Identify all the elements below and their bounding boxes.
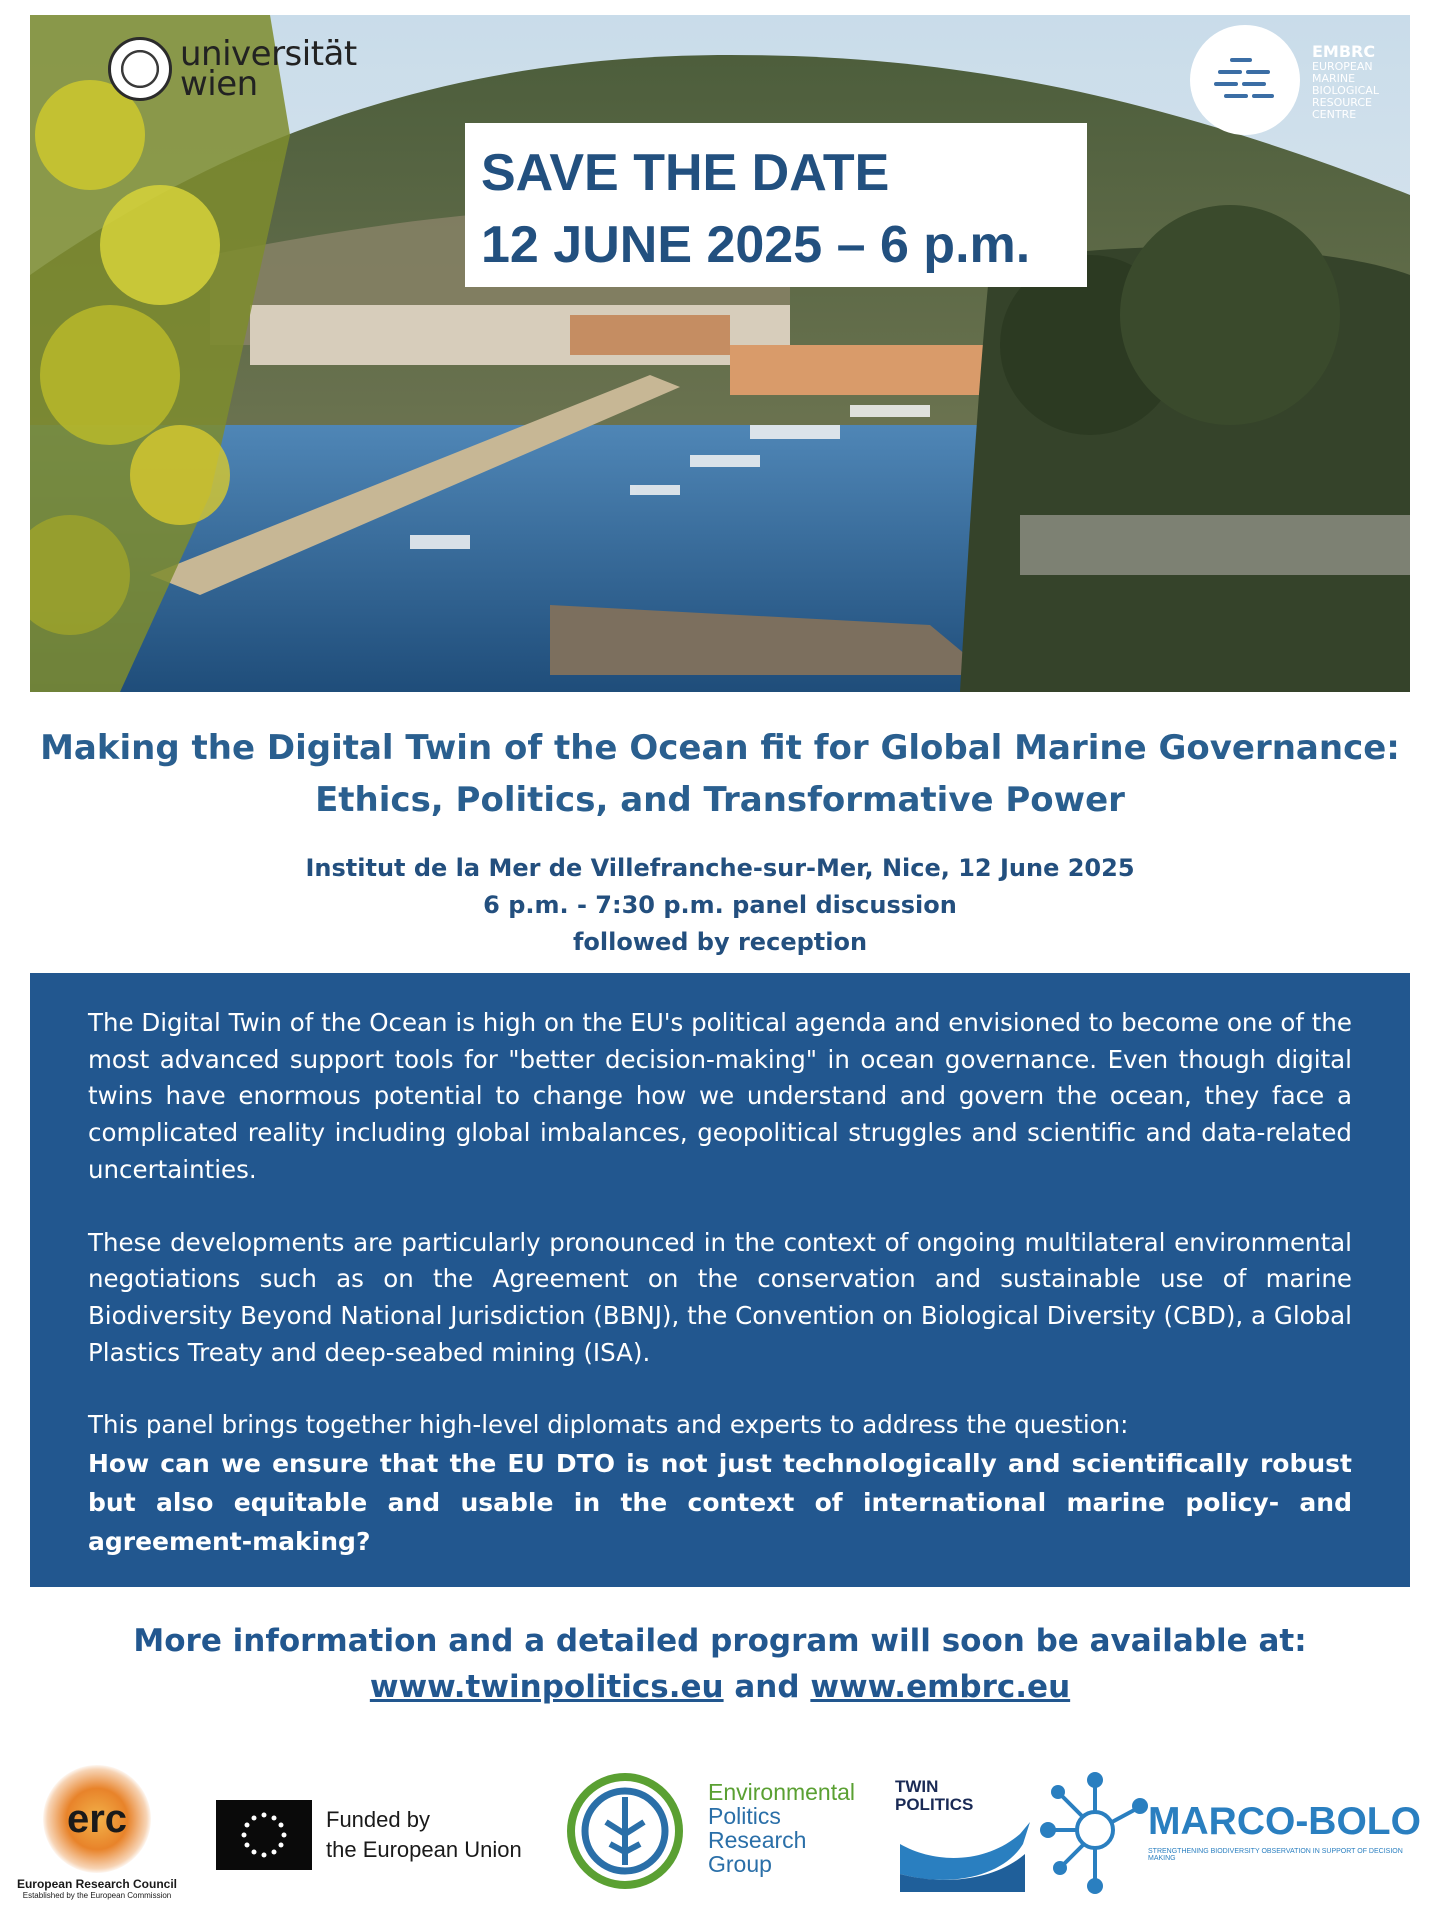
erc-logo <box>12 1765 182 1900</box>
eu-flag-icon <box>216 1800 312 1870</box>
marco-bolo-molecule-icon <box>1040 1770 1150 1900</box>
whale-tail-icon <box>895 1814 1035 1894</box>
more-info <box>0 1618 1440 1710</box>
embrc-fish-icon <box>1190 25 1300 135</box>
embrc-line: EUROPEAN <box>1312 60 1373 73</box>
embrc-line: RESOURCE <box>1312 96 1373 109</box>
university-seal-icon <box>108 37 172 101</box>
description-paragraph-1: The Digital Twin of the Ocean is high on the EU's political agenda and envisioned to become one of the most advanced support tools for "better decision-making" in ocean governance. Even though digital twins have enormous potential to change how we understand and govern the ocean, they face a complicated reality including global imbalances, geopolitical struggles and scientific and data-related uncertainties. <box>88 1008 1352 1184</box>
epr-group-emblem-icon <box>566 1772 684 1890</box>
embrc-line: CENTRE <box>1312 108 1357 121</box>
embrc-link[interactable]: www.embrc.eu <box>810 1669 1071 1705</box>
erc-name: European Research Council <box>16 1877 178 1891</box>
event-title-line1: Making the Digital Twin of the Ocean fit for Global Marine Governance: <box>40 728 1400 768</box>
twin-line2: POLITICS <box>895 1795 974 1814</box>
event-title-line2: Ethics, Politics, and Transformative Power <box>315 780 1125 820</box>
twinpolitics-link[interactable]: www.twinpolitics.eu <box>369 1669 724 1705</box>
epr-line1: Environmental <box>708 1779 856 1805</box>
erc-subtitle: Established by the European Commission <box>22 1891 172 1900</box>
erc-dots-icon <box>43 1765 151 1873</box>
embrc-acronym: EMBRC <box>1312 42 1376 61</box>
save-the-date-heading: SAVE THE DATE <box>481 144 890 202</box>
event-title <box>0 722 1440 826</box>
venue-line: Institut de la Mer de Villefranche-sur-Mer, Nice, 12 June 2025 <box>305 854 1135 882</box>
save-the-date-box <box>465 123 1087 287</box>
epr-line4: Group <box>708 1851 772 1877</box>
event-date-time: 12 JUNE 2025 – 6 p.m. <box>481 216 1031 274</box>
twin-line1: TWIN <box>895 1777 939 1796</box>
footer-logos <box>0 1750 1440 1920</box>
embrc-logo <box>1190 25 1379 135</box>
epr-group-logo-text <box>708 1780 855 1876</box>
universitat-wien-logo <box>108 34 357 104</box>
event-details <box>0 850 1440 961</box>
more-info-links <box>0 1664 1440 1710</box>
eu-funding-logo <box>216 1800 522 1870</box>
epr-line3: Research <box>708 1827 807 1853</box>
uni-logo-line1: universität <box>180 34 357 74</box>
marco-bolo-name: MARCO-BOLO <box>1148 1800 1421 1843</box>
hero-photo <box>30 15 1410 692</box>
eu-funded-line1: Funded by <box>326 1807 430 1832</box>
links-connector: and <box>734 1669 800 1705</box>
twin-politics-logo <box>895 1778 1035 1898</box>
embrc-line: MARINE <box>1312 72 1356 85</box>
description-paragraph-3: This panel brings together high-level diplomats and experts to address the question: <box>88 1410 1129 1440</box>
description-paragraph-2: These developments are particularly pronounced in the context of ongoing multilateral environmental negotiations such as on the Agreement on the conservation and sustainable use of marine Biodiversity Beyond National Jurisdiction (BBNJ), the Convention on Biological Diversity (CBD), a Global Plastics Treaty and deep-seabed mining (ISA). <box>88 1227 1352 1367</box>
key-question: How can we ensure that the EU DTO is not just technologically and scientifically robust but also equitable and usable in the context of international marine policy- and agreement-making? <box>88 1449 1352 1557</box>
epr-line2: Politics <box>708 1803 781 1829</box>
marco-bolo-logo <box>1040 1770 1430 1900</box>
marco-bolo-tagline: STRENGTHENING BIODIVERSITY OBSERVATION IN SUPPORT OF DECISION MAKING <box>1148 1848 1403 1862</box>
uni-logo-line2: wien <box>180 64 258 104</box>
reception-line: followed by reception <box>572 928 868 956</box>
eu-funded-line2: the European Union <box>326 1837 522 1862</box>
time-line: 6 p.m. - 7:30 p.m. panel discussion <box>483 891 957 919</box>
erc-mark: erc <box>66 1796 128 1841</box>
more-info-line: More information and a detailed program will soon be available at: <box>133 1623 1307 1659</box>
embrc-line: BIOLOGICAL <box>1312 84 1379 97</box>
description-panel <box>30 973 1410 1587</box>
